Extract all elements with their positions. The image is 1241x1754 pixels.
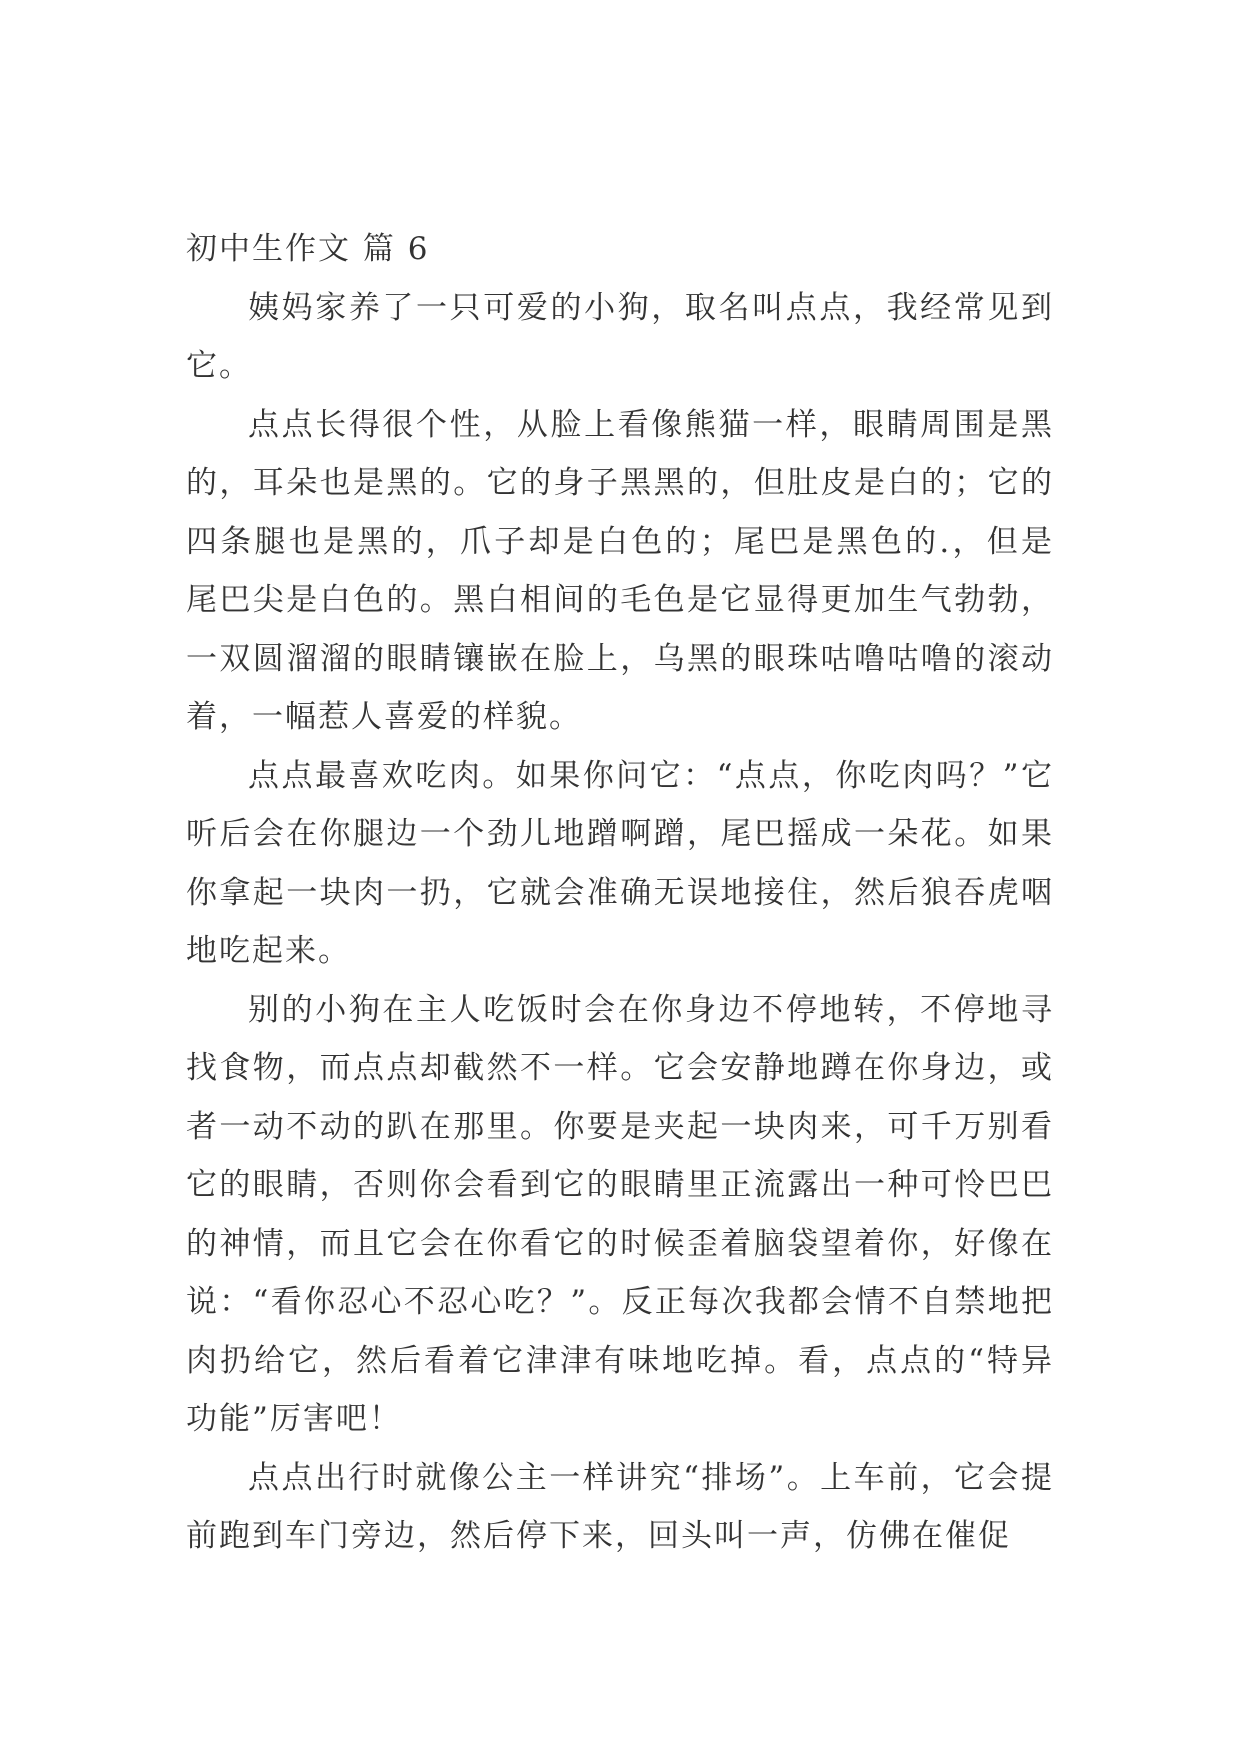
paragraph-5: 点点出行时就像公主一样讲究“排场”。上车前，它会提前跑到车门旁边，然后停下来，回头叫一声，仿佛在催促 bbox=[186, 1459, 1054, 1554]
essay-title: 初中生作文 篇 6 bbox=[186, 231, 430, 267]
document-body bbox=[186, 220, 1054, 1566]
paragraph-2: 点点长得很个性，从脸上看像熊猫一样，眼睛周围是黑的，耳朵也是黑的。它的身子黑黑的，但肚皮是白的；它的四条腿也是黑的，爪子却是白色的；尾巴是黑色的.，但是尾巴尖是白色的。黑白相间的毛色是它显得更加生气勃勃，一双圆溜溜的眼睛镶嵌在脸上，乌黑的眼珠咕噜咕噜的滚动着，一幅惹人喜爱的样貌。 bbox=[186, 406, 1054, 735]
paragraph-3: 点点最喜欢吃肉。如果你问它：“点点，你吃肉吗？”它听后会在你腿边一个劲儿地蹭啊蹭，尾巴摇成一朵花。如果你拿起一块肉一扔，它就会准确无误地接住，然后狼吞虎咽地吃起来。 bbox=[186, 757, 1054, 969]
paragraph-4: 别的小狗在主人吃饭时会在你身边不停地转，不停地寻找食物，而点点却截然不一样。它会安静地蹲在你身边，或者一动不动的趴在那里。你要是夹起一块肉来，可千万别看它的眼睛，否则你会看到它的眼睛里正流露出一种可怜巴巴的神情，而且它会在你看它的时候歪着脑袋望着你，好像在说：“看你忍心不忍心吃？”。反正每次我都会情不自禁地把肉扔给它，然后看着它津津有味地吃掉。看，点点的“特异功能”厉害吧！ bbox=[186, 991, 1054, 1437]
paragraph-1: 姨妈家养了一只可爱的小狗，取名叫点点，我经常见到它。 bbox=[186, 289, 1054, 384]
